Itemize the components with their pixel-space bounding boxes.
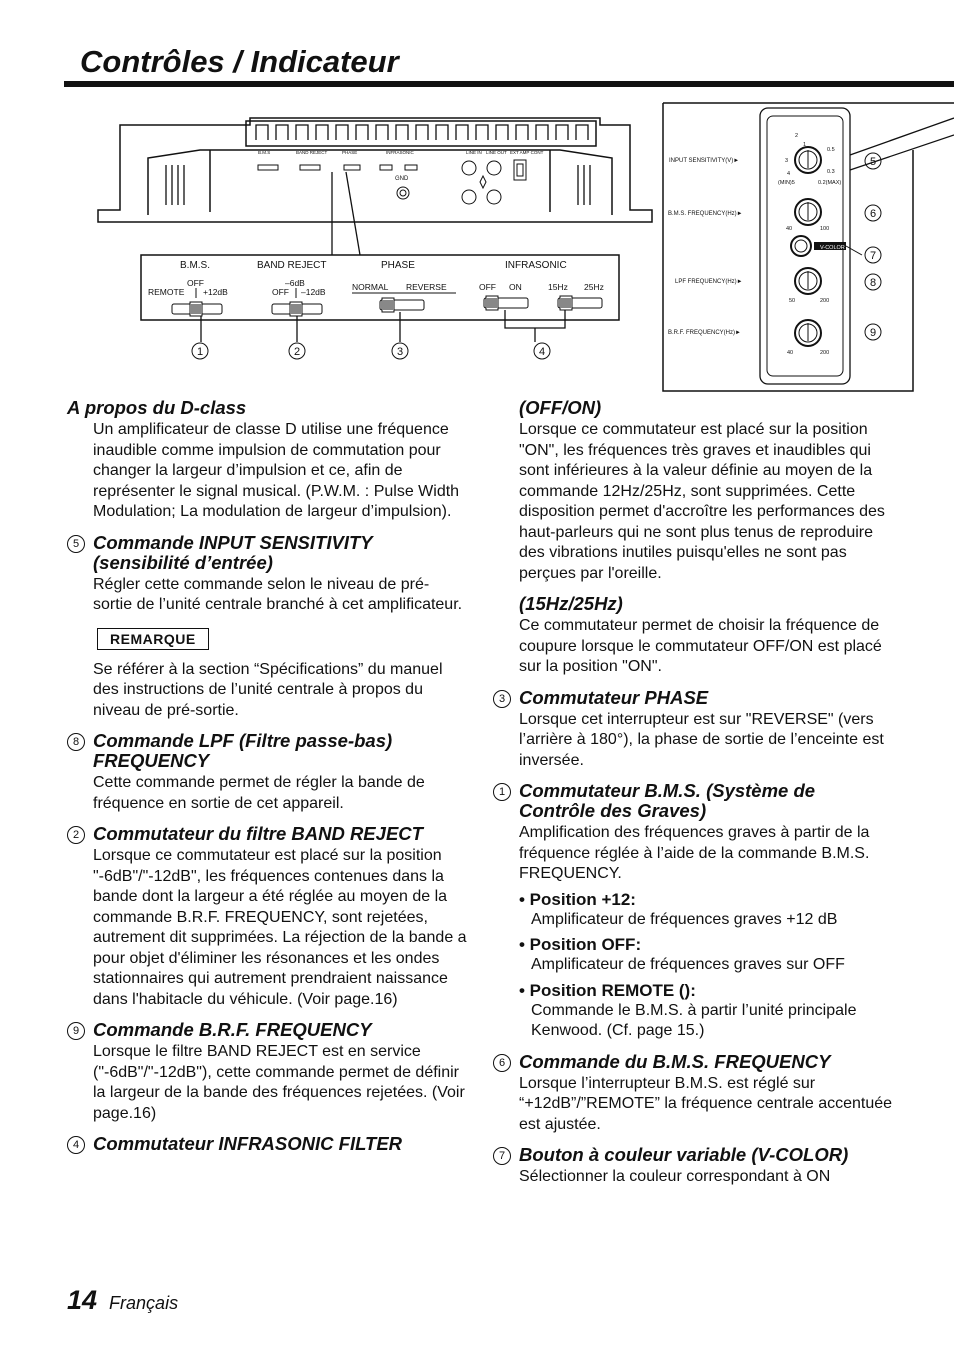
amp-face-switches xyxy=(258,160,526,204)
callout-lines xyxy=(332,172,360,255)
callout-number: 3 xyxy=(493,690,511,708)
section-body: Lorsque ce commutateur est placé sur la position "-6dB"/"-12dB", les fréquences contenues dans la bande dont la largeur a été réglée au moyen de la commande B.R.F. FREQUENCY, sont rejetées, autrement dit supprimées. La réjection de la bande a pour objet d'éliminer les résonances et les ondes stationnaires qui autrement prendraient naissance dans l'habitacle du véhicule. (Voir page.16) xyxy=(93,847,467,1008)
section-body: Sélectionner la couleur correspondant à ON xyxy=(519,1168,831,1185)
page-footer xyxy=(67,1285,178,1316)
bms-remote-label: REMOTE xyxy=(148,287,185,297)
panel-label-band-reject: BAND REJECT xyxy=(257,260,327,271)
section-phase xyxy=(493,688,893,772)
amplifier-body xyxy=(98,118,652,222)
knob-label-brf-frequency: B.R.F. FREQUENCY(Hz)► xyxy=(668,330,741,336)
callout-2: 2 xyxy=(293,346,301,358)
bottom-callouts xyxy=(192,343,550,359)
svg-text:0.3: 0.3 xyxy=(827,169,835,175)
callout-number: 6 xyxy=(493,1054,511,1072)
face-label-phase: PHASE xyxy=(342,150,358,155)
svg-text:200: 200 xyxy=(820,298,830,304)
face-label-bms: B.M.S xyxy=(258,150,271,155)
section-heading: A propos du D-class xyxy=(67,397,247,418)
br-off-label: OFF xyxy=(272,287,289,297)
knob-label-bms-frequency: B.M.S. FREQUENCY(Hz)► xyxy=(668,211,743,217)
knob-panel xyxy=(663,103,954,391)
panel-label-infrasonic: INFRASONIC xyxy=(505,260,567,271)
inf-on-label: ON xyxy=(509,282,522,292)
section-body: Lorsque l’interrupteur B.M.S. est réglé sur “+12dB”/”REMOTE” la fréquence centrale accentuée est ajustée. xyxy=(519,1074,893,1133)
face-label-line-out: LINE OUT xyxy=(486,150,507,155)
section-off-on xyxy=(493,398,893,584)
section-body: Amplification des fréquences graves à partir de la fréquence réglée à l’aide de la commande B.M.S. FREQUENCY. xyxy=(519,824,870,882)
face-label-band-reject: BAND REJECT xyxy=(296,150,328,155)
knob-label-lpf-frequency: LPF FREQUENCY(Hz)► xyxy=(675,279,743,285)
callout-4: 4 xyxy=(538,346,546,358)
bullet-body: Amplificateur de fréquences graves sur OFF xyxy=(531,956,845,973)
callout-number: 8 xyxy=(67,733,85,751)
callout-9: 9 xyxy=(869,327,877,339)
section-heading: Commutateur INFRASONIC FILTER xyxy=(93,1133,403,1154)
section-brf-frequency xyxy=(67,1020,467,1124)
section-infrasonic xyxy=(67,1134,467,1154)
callout-7: 7 xyxy=(869,250,877,262)
gnd-label: GND xyxy=(395,176,409,182)
section-band-reject xyxy=(67,824,467,1010)
section-bms xyxy=(493,781,893,1042)
callout-1: 1 xyxy=(196,346,204,358)
section-body: Lorsque le filtre BAND REJECT est en service ("-6dB"/"-12dB"), cette commande permet de définir la largeur de la bande des fréquences rejetées. (Voir page.16) xyxy=(93,1043,465,1122)
knob-label-input-sensitivity: INPUT SENSITIVITY(V)► xyxy=(669,158,740,164)
switch-panel xyxy=(141,255,619,342)
callout-3: 3 xyxy=(396,346,404,358)
svg-text:40: 40 xyxy=(786,226,793,232)
bullet-heading: • Position REMOTE (): xyxy=(519,980,696,1000)
phase-normal-label: NORMAL xyxy=(352,282,389,292)
vcolor-label: V-COLOR xyxy=(820,245,845,251)
section-input-sensitivity xyxy=(67,533,467,722)
callout-number: 2 xyxy=(67,826,85,844)
callout-number: 7 xyxy=(493,1147,511,1165)
amplifier-diagram xyxy=(0,95,954,395)
section-heading: Commutateur B.M.S. (Système de Contrôle des Graves) xyxy=(519,780,816,821)
section-heading: Commande du B.M.S. FREQUENCY xyxy=(519,1050,831,1072)
svg-text:(MIN)5: (MIN)5 xyxy=(778,180,795,186)
svg-text:4: 4 xyxy=(787,171,791,177)
section-15-25hz xyxy=(493,594,893,678)
svg-text:3: 3 xyxy=(785,158,789,164)
face-label-infrasonic: INFRASONIC xyxy=(386,150,414,155)
section-body: Lorsque ce commutateur est placé sur la position "ON", les fréquences très graves et inaudibles qui sont inférieures à la valeur définie au moyen de la commande 12Hz/25Hz, sont supprimées. Cette disposition permet d'accroître les performances des haut-parleurs qui ne sont plus tenus de reproduire des vibrations inutiles puisqu'elles ne sont pas perçues par l'oreille. xyxy=(519,421,885,582)
section-body: Lorsque cet interrupteur est sur "REVERSE" (vers l’arrière à 180°), la phase de sortie de l’enceinte est inversée. xyxy=(519,710,884,769)
section-note: Se référer à la section “Spécifications” du manuel des instructions de l’unité centrale à propos du niveau de pré-sortie. xyxy=(93,660,443,719)
br-minus6-label: –6dB xyxy=(285,278,305,288)
section-heading: (15Hz/25Hz) xyxy=(519,593,623,614)
face-label-ext-amp: EXT AMP CONT xyxy=(510,150,544,155)
callout-8: 8 xyxy=(869,277,877,289)
section-vcolor xyxy=(493,1145,893,1188)
remarque-label: REMARQUE xyxy=(97,628,209,650)
phase-reverse-label: REVERSE xyxy=(406,282,447,292)
svg-text:0.2(MAX): 0.2(MAX) xyxy=(818,180,842,186)
bms-off-label: OFF xyxy=(187,278,204,288)
section-heading: Commande B.R.F. FREQUENCY xyxy=(93,1019,372,1040)
svg-text:100: 100 xyxy=(820,226,830,232)
bullet-heading: • Position OFF: xyxy=(519,935,642,954)
svg-text:2: 2 xyxy=(795,133,799,139)
section-d-class xyxy=(67,398,467,523)
section-lpf-frequency xyxy=(67,731,467,814)
section-body: Ce commutateur permet de choisir la fréquence de coupure lorsque le commutateur OFF/ON est placé sur la position "ON". xyxy=(519,617,882,675)
bullet-body: Amplificateur de fréquences graves +12 dB xyxy=(531,910,838,928)
page-number: 14 xyxy=(67,1285,98,1315)
callout-number: 9 xyxy=(67,1022,85,1040)
panel-label-bms: B.M.S. xyxy=(180,260,211,271)
section-heading: Commande INPUT SENSITIVITY (sensibilité d’entrée) xyxy=(93,531,373,573)
bullet-heading: • Position +12: xyxy=(519,889,636,909)
inf-off-label: OFF xyxy=(479,282,496,292)
svg-text:0.5: 0.5 xyxy=(827,147,835,153)
callout-number: 4 xyxy=(67,1136,85,1154)
bullet-body: Commande le B.M.S. à partir l’unité principale Kenwood. (Cf. page 15.) xyxy=(531,1001,857,1039)
face-label-line-in: LINE IN xyxy=(466,150,482,155)
inf-25hz-label: 25Hz xyxy=(584,282,604,292)
section-heading: (OFF/ON) xyxy=(519,397,602,418)
callout-number: 1 xyxy=(493,783,511,801)
callout-5: 5 xyxy=(869,156,877,168)
left-column xyxy=(67,398,467,1164)
callout-6: 6 xyxy=(869,208,877,220)
section-bms-frequency xyxy=(493,1052,893,1136)
section-body: Un amplificateur de classe D utilise une fréquence inaudible comme impulsion de commutation pour changer la largeur d’impulsion et ce, afin de représenter le signal musical. (P.W.M. : Pulse Width Modulation; La modulation de largeur d’impulsion). xyxy=(93,421,460,520)
section-heading: Commutateur PHASE xyxy=(519,686,709,708)
svg-text:40: 40 xyxy=(787,350,794,356)
title-rule xyxy=(64,81,954,87)
br-minus12-label: –12dB xyxy=(301,287,326,297)
svg-text:200: 200 xyxy=(820,350,830,356)
callout-number: 5 xyxy=(67,535,85,553)
svg-text:50: 50 xyxy=(789,298,796,304)
section-heading: Commutateur du filtre BAND REJECT xyxy=(93,823,423,844)
bms-plus12-label: +12dB xyxy=(203,287,228,297)
page-language: Français xyxy=(109,1293,179,1313)
section-heading: Bouton à couleur variable (V-COLOR) xyxy=(519,1144,849,1165)
right-column xyxy=(493,398,893,1198)
svg-text:1: 1 xyxy=(803,142,807,148)
inf-15hz-label: 15Hz xyxy=(548,282,568,292)
panel-label-phase: PHASE xyxy=(381,260,415,271)
section-heading: Commande LPF (Filtre passe-bas) FREQUENCY xyxy=(93,730,393,771)
section-body: Cette commande permet de régler la bande de fréquence en sortie de cet appareil. xyxy=(93,774,425,812)
page-title: Contrôles / Indicateur xyxy=(80,44,399,79)
section-body: Régler cette commande selon le niveau de pré-sortie de l’unité centrale branché à cet amplificateur. xyxy=(93,575,463,613)
